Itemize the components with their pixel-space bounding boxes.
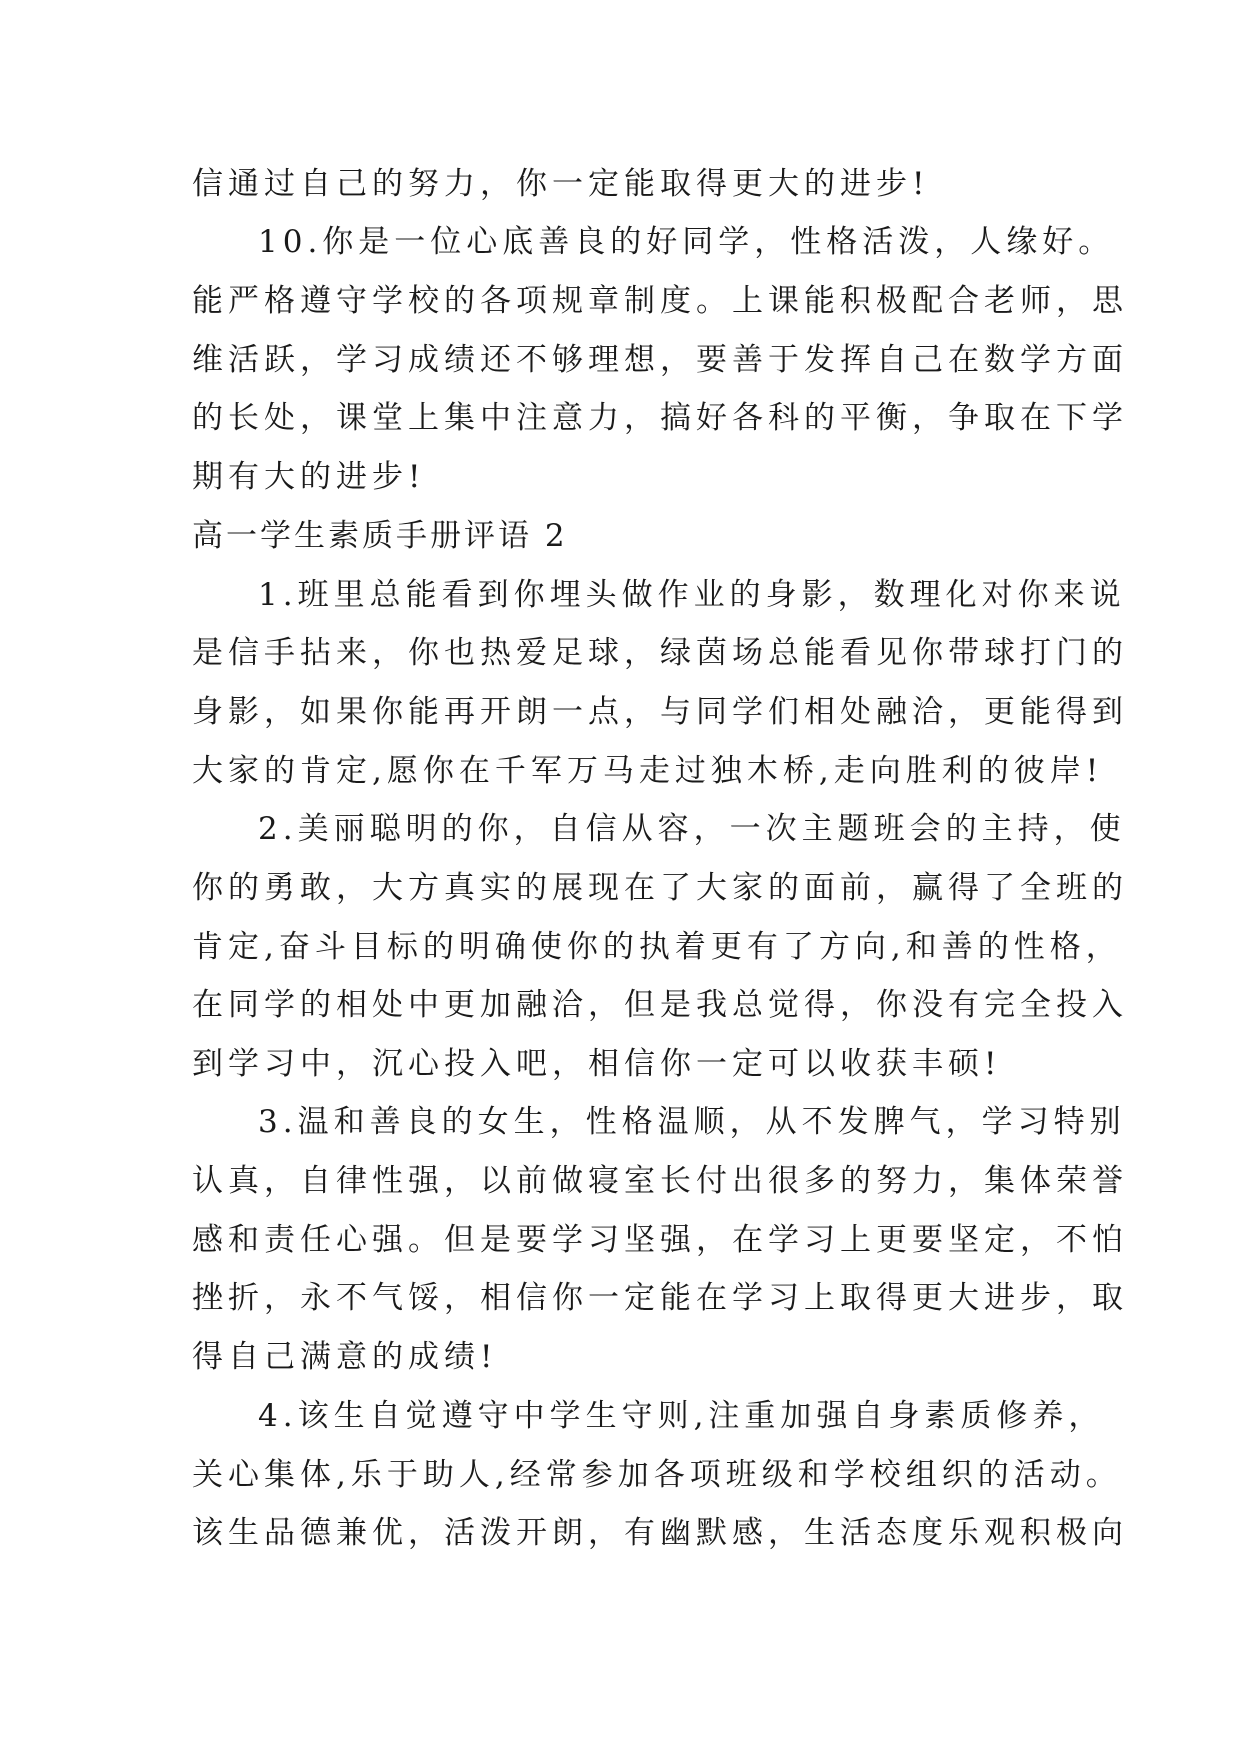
text-line: 你的勇敢，大方真实的展现在了大家的面前，赢得了全班的: [192, 870, 1128, 906]
text-line: 挫折，永不气馁，相信你一定能在学习上取得更大进步，取: [192, 1280, 1128, 1316]
text-line: 维活跃，学习成绩还不够理想，要善于发挥自己在数学方面: [192, 342, 1128, 378]
text-line: 认真，自律性强，以前做寝室长付出很多的努力，集体荣誉: [192, 1163, 1128, 1199]
text-line: 大家的肯定,愿你在千军万马走过独木桥,走向胜利的彼岸!: [192, 753, 1104, 789]
paragraph-item-3-start: 3.温和善良的女生，性格温顺，从不发脾气，学习特别: [258, 1104, 1126, 1140]
text-line: 感和责任心强。但是要学习坚强，在学习上更要坚定，不怕: [192, 1222, 1128, 1258]
text-line: 的长处，课堂上集中注意力，搞好各科的平衡，争取在下学: [192, 400, 1128, 436]
text-line: 期有大的进步!: [192, 459, 426, 495]
text-line: 在同学的相处中更加融洽，但是我总觉得，你没有完全投入: [192, 987, 1128, 1023]
text-line: 身影，如果你能再开朗一点，与同学们相处融洽，更能得到: [192, 694, 1128, 730]
text-line: 是信手拈来，你也热爱足球，绿茵场总能看见你带球打门的: [192, 635, 1128, 671]
text-line: 到学习中，沉心投入吧，相信你一定可以收获丰硕!: [192, 1046, 1002, 1082]
text-line: 关心集体,乐于助人,经常参加各项班级和学校组织的活动。: [192, 1457, 1122, 1493]
text-line: 该生品德兼优，活泼开朗，有幽默感，生活态度乐观积极向: [192, 1515, 1128, 1551]
paragraph-item-4-start: 4.该生自觉遵守中学生守则,注重加强自身素质修养，: [258, 1398, 1105, 1434]
text-line: 信通过自己的努力，你一定能取得更大的进步!: [192, 166, 930, 202]
text-line: 得自己满意的成绩!: [192, 1339, 498, 1375]
paragraph-item-1-start: 1.班里总能看到你埋头做作业的身影，数理化对你来说: [258, 577, 1126, 613]
text-line: 能严格遵守学校的各项规章制度。上课能积极配合老师，思: [192, 283, 1128, 319]
text-line: 肯定,奋斗目标的明确使你的执着更有了方向,和善的性格，: [192, 929, 1122, 965]
paragraph-item-10-start: 10.你是一位心底善良的好同学，性格活泼，人缘好。: [258, 224, 1115, 260]
section-heading: 高一学生素质手册评语 2: [192, 518, 568, 554]
paragraph-item-2-start: 2.美丽聪明的你，自信从容，一次主题班会的主持，使: [258, 811, 1126, 847]
